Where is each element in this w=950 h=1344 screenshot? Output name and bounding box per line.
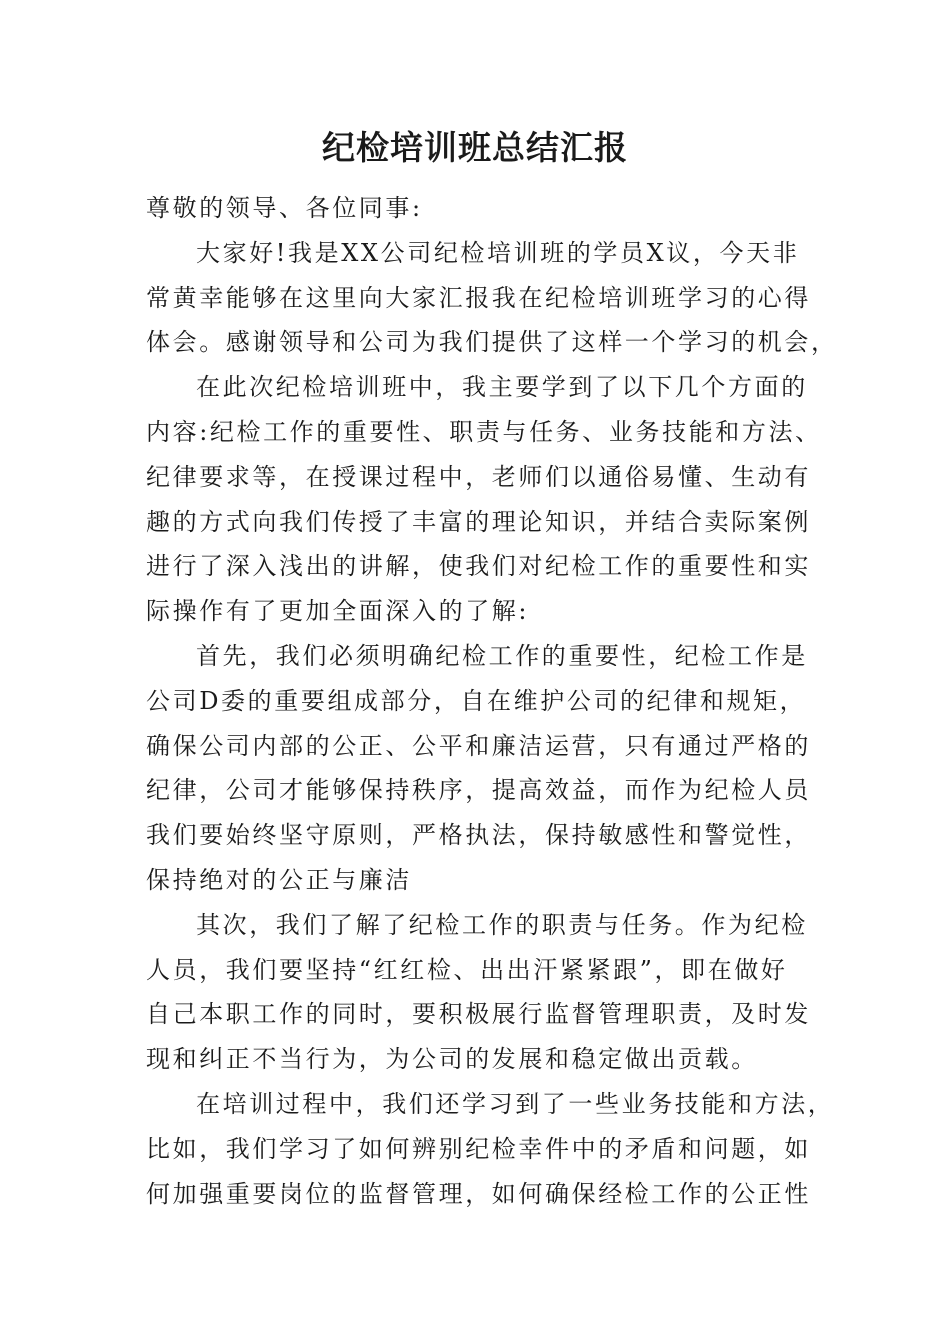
document-body xyxy=(146,186,836,1216)
paragraph-line: 何加强重要岗位的监督管理，如何确保经检工作的公正性 xyxy=(146,1179,811,1208)
paragraph-line: 人员，我们要坚持“红红检、出出汗紧紧跟”，即在做好 xyxy=(146,955,788,984)
paragraph-line: 常黄幸能够在这里向大家汇报我在纪检培训班学习的心得 xyxy=(146,283,811,312)
paragraph-line: 保持绝对的公正与廉洁 xyxy=(146,865,412,894)
paragraph-line: 我们要始终坚守原则，严格执法，保持敏感性和警觉性， xyxy=(146,821,811,850)
paragraph-line: 纪律，公司才能够保持秩序，提高效益，而作为纪检人员 xyxy=(146,776,811,805)
document-title: 纪检培训班总结汇报 xyxy=(322,128,628,167)
paragraph-line: 内容:纪检工作的重要性、职责与任务、业务技能和方法、 xyxy=(146,417,822,446)
paragraph-line: 自己本职工作的同时，要积极展行监督管理职责，及时发 xyxy=(146,1000,811,1029)
paragraph-line: 在培训过程中，我们还学习到了一些业务技能和方法， xyxy=(196,1089,835,1118)
paragraph-line: 确保公司内部的公正、公平和廉洁运营，只有通过严格的 xyxy=(146,731,811,760)
paragraph-line: 首先，我们必须明确纪检工作的重要性，纪检工作是 xyxy=(196,641,808,670)
paragraph-line: 大家好!我是XX公司纪检培训班的学员X议，今天非 xyxy=(196,238,800,267)
paragraph-line: 在此次纪检培训班中，我主要学到了以下几个方面的 xyxy=(196,373,808,402)
paragraph-line: 进行了深入浅出的讲解，使我们对纪检工作的重要性和实 xyxy=(146,552,811,581)
paragraph-line: 其次，我们了解了纪检工作的职责与任务。作为纪检 xyxy=(196,910,808,939)
paragraph-line: 比如，我们学习了如何辨别纪检幸件中的矛盾和问题，如 xyxy=(146,1134,811,1163)
paragraph-line: 体会。感谢领导和公司为我们提供了这样一个学习的机会， xyxy=(146,328,838,357)
salutation-line: 尊敬的领导、各位同事: xyxy=(146,194,423,222)
paragraph-line: 趣的方式向我们传授了丰富的理论知识，并结合卖际案例 xyxy=(146,507,811,536)
paragraph-line: 现和纠正不当行为，为公司的发展和稳定做出贡载。 xyxy=(146,1045,758,1074)
paragraph-line: 纪律要求等，在授课过程中，老师们以通俗易懂、生动有 xyxy=(146,462,811,491)
paragraph-line: 际操作有了更加全面深入的了解: xyxy=(146,597,530,626)
paragraph-line: 公司D委的重要组成部分，自在维护公司的纪律和规矩， xyxy=(146,686,807,715)
